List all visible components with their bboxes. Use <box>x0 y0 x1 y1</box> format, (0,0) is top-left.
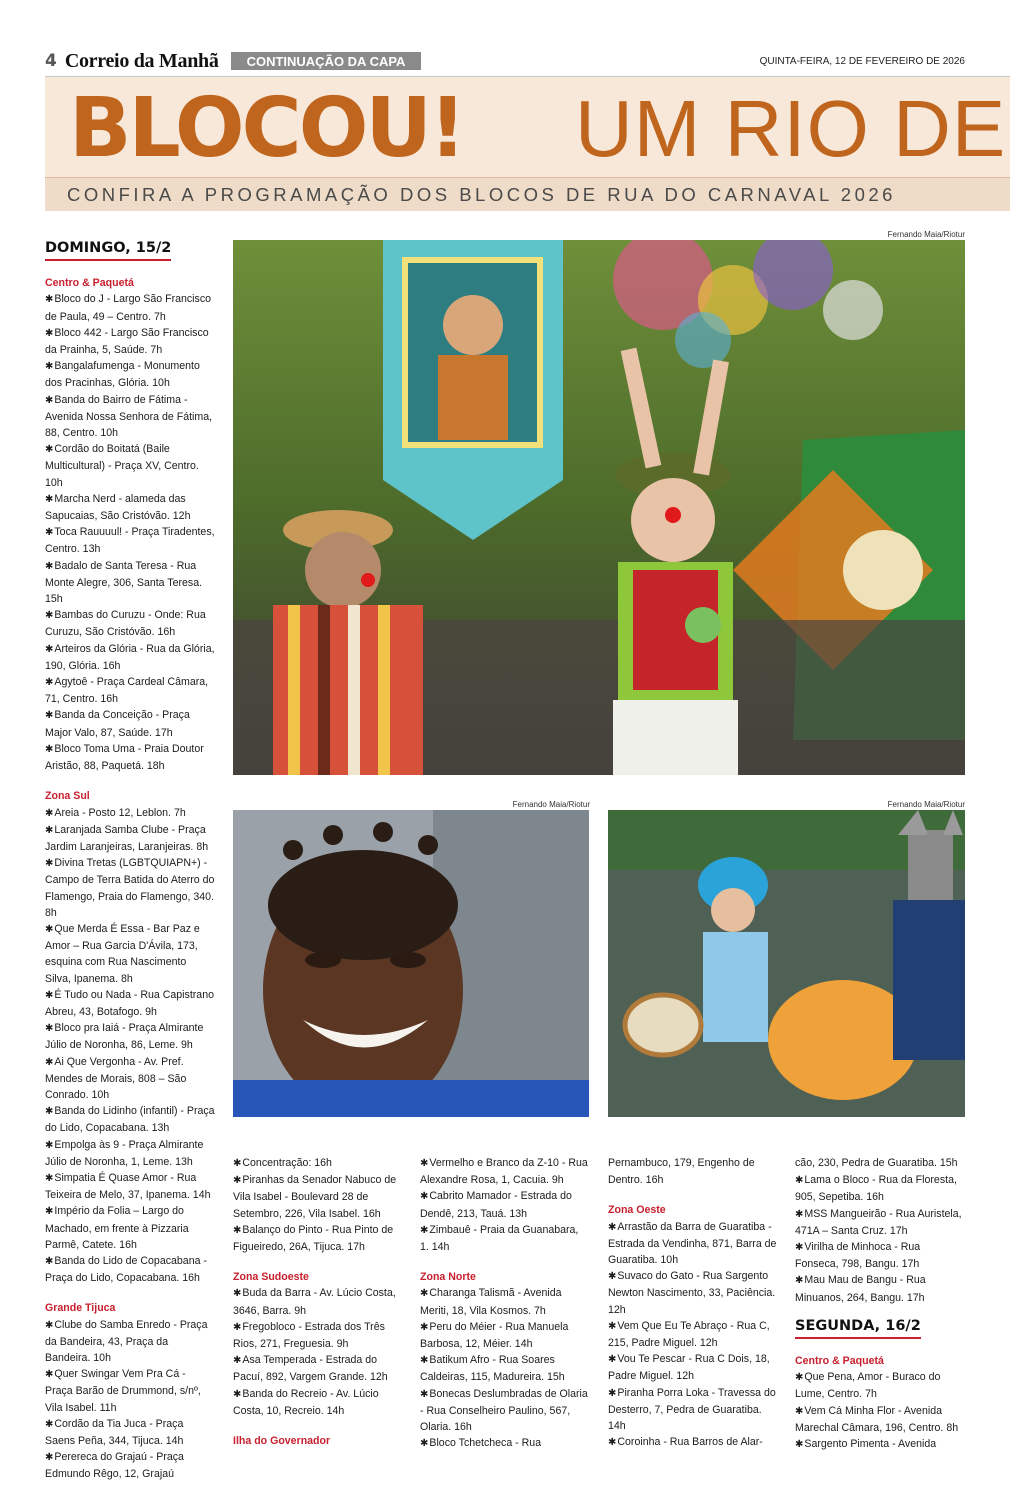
list-item: ✱ Vem Cá Minha Flor - Avenida Marechal Câmara, 196, Centro. 8h <box>795 1403 965 1436</box>
list-item: ✱ É Tudo ou Nada - Rua Capistrano Abreu, 43, Botafogo. 9h <box>45 987 215 1020</box>
headline-light: UM RIO DE <box>575 84 1007 173</box>
list-item: ✱ Arteiros da Glória - Rua da Glória, 190, Glória. 16h <box>45 641 215 674</box>
day-heading-sunday: DOMINGO, 15/2 <box>45 240 171 261</box>
main-photo-illustration <box>233 240 965 775</box>
main-photo-credit: Fernando Maia/Riotur <box>887 230 965 239</box>
column-sunday-4 <box>608 1155 778 1451</box>
list-item: ✱ Bloco do J - Largo São Francisco de Paula, 49 – Centro. 7h <box>45 291 215 324</box>
list-item: ✱ Fregobloco - Estrada dos Três Rios, 271, Freguesia. 9h <box>233 1319 403 1352</box>
list-item: ✱ Banda do Lidinho (infantil) - Praça do Lido, Copacabana. 13h <box>45 1103 215 1136</box>
zone-heading: Centro & Paquetá <box>45 277 134 290</box>
list-item: ✱ Bonecas Deslumbradas de Olaria - Rua Conselheiro Paulino, 567, Olaria. 16h <box>420 1386 590 1436</box>
list-item: ✱ Marcha Nerd - alameda das Sapucaias, São Cristóvão. 12h <box>45 491 215 524</box>
list-item: ✱ Divina Tretas (LGBTQUIAPN+) - Campo de Terra Batida do Aterro do Flamengo, Praia do Flamengo, 340. 8h <box>45 855 215 921</box>
list-item: ✱ Bambas do Curuzu - Onde: Rua Curuzu, São Cristóvão. 16h <box>45 607 215 640</box>
list-item: ✱ Agytoê - Praça Cardeal Câmara, 71, Centro. 16h <box>45 674 215 707</box>
list-item: ✱ Império da Folia – Largo do Machado, em frente à Pizzaria Parmê, Catete. 16h <box>45 1203 215 1253</box>
zone-heading: Ilha do Governador <box>233 1435 331 1448</box>
list-item: ✱ Cordão do Boitatá (Baile Multicultural) - Praça XV, Centro. 10h <box>45 441 215 491</box>
subtitle-band <box>45 177 1010 211</box>
headline-band <box>45 77 1010 177</box>
zone-heading: Zona Sudoeste <box>233 1271 309 1284</box>
zone-heading: Zona Norte <box>420 1271 476 1284</box>
list-item-continuation: Pernambuco, 179, Engenho de Dentro. 16h <box>608 1157 755 1187</box>
list-item: ✱ Que Pena, Amor - Buraco do Lume, Centro. 7h <box>795 1369 965 1402</box>
zone-list <box>45 805 215 1287</box>
list-item: ✱ Banda do Bairro de Fátima - Avenida Nossa Senhora de Fátima, 88, Centro. 10h <box>45 392 215 442</box>
column-sunday-monday <box>795 1155 965 1453</box>
day-heading-monday: SEGUNDA, 16/2 <box>795 1318 921 1339</box>
photo-smiling-reveler <box>233 810 589 1117</box>
column-sunday-2 <box>233 1155 403 1449</box>
list-item: ✱ Suvaco do Gato - Rua Sargento Newton Nascimento, 33, Paciência. 12h <box>608 1268 778 1318</box>
main-photo-clowns <box>233 240 965 775</box>
zone-heading: Grande Tijuca <box>45 1302 116 1315</box>
list-item: ✱ Lama o Bloco - Rua da Floresta, 905, Sepetiba. 16h <box>795 1172 965 1205</box>
list-item: ✱ Cordão da Tia Juca - Praça Saens Peña, 344, Tijuca. 14h <box>45 1416 215 1449</box>
list-item: ✱ Areia - Posto 12, Leblon. 7h <box>45 805 215 822</box>
left-photo-credit: Fernando Maia/Riotur <box>512 800 590 809</box>
column-sunday-1 <box>45 240 215 1483</box>
list-item: ✱ Concentração: 16h <box>233 1155 403 1172</box>
list-item: ✱ Empolga às 9 - Praça Almirante Júlio de Noronha, 1, Leme. 13h <box>45 1137 215 1170</box>
list-item: ✱ Vem Que Eu Te Abraço - Rua C, 215, Padre Miguel. 12h <box>608 1318 778 1351</box>
zone-list <box>45 1317 215 1483</box>
list-item: ✱ Balanço do Pinto - Rua Pinto de Figueiredo, 26A, Tijuca. 17h <box>233 1222 403 1255</box>
list-item: ✱ Peru do Méier - Rua Manuela Barbosa, 12, Méier. 14h <box>420 1319 590 1352</box>
list-item: ✱ Ai Que Vergonha - Av. Pref. Mendes de Morais, 808 – São Conrado. 10h <box>45 1054 215 1104</box>
page-header <box>45 50 965 72</box>
page-number: 4 <box>45 51 57 71</box>
list-item: ✱ Bloco 442 - Largo São Francisco da Prainha, 5, Saúde. 7h <box>45 325 215 358</box>
list-item: ✱ Vermelho e Branco da Z-10 - Rua Alexandre Rosa, 1, Cacuia. 9h <box>420 1155 590 1188</box>
list-item: ✱ Simpatia É Quase Amor - Rua Teixeira de Melo, 37, Ipanema. 14h <box>45 1170 215 1203</box>
list-item: ✱ Asa Temperada - Estrada do Pacuí, 892, Vargem Grande. 12h <box>233 1352 403 1385</box>
list-item: ✱ Piranhas da Senador Nabuco de Vila Isabel - Boulevard 28 de Setembro, 226, Vila Isabel. 16h <box>233 1172 403 1222</box>
smiling-reveler-illustration <box>233 810 589 1117</box>
list-item: ✱ Toca Rauuuul! - Praça Tiradentes, Centro. 13h <box>45 524 215 557</box>
newspaper-logo: Correio da Manhã <box>64 49 219 72</box>
list-item: ✱ Coroinha - Rua Barros de Alar- <box>608 1434 778 1451</box>
photo-tambourine-revelers <box>608 810 965 1117</box>
list-item: ✱ Laranjada Samba Clube - Praça Jardim Laranjeiras, Laranjeiras. 8h <box>45 822 215 855</box>
section-tag: CONTINUAÇÃO DA CAPA <box>231 52 422 70</box>
zone-heading: Zona Sul <box>45 790 90 803</box>
list-item: ✱ Piranha Porra Loka - Travessa do Desterro, 7, Pedra de Guaratiba. 14h <box>608 1385 778 1435</box>
list-item: ✱ Badalo de Santa Teresa - Rua Monte Alegre, 306, Santa Teresa. 15h <box>45 558 215 608</box>
zone-heading: Zona Oeste <box>608 1204 666 1217</box>
list-item-continuation: cão, 230, Pedra de Guaratiba. 15h <box>795 1157 958 1169</box>
list-item: ✱ Banda da Conceição - Praça Major Valo, 87, Saúde. 17h <box>45 707 215 740</box>
list-item: ✱ Arrastão da Barra de Guaratiba - Estrada da Vendinha, 871, Barra de Guaratiba. 10h <box>608 1219 778 1269</box>
issue-date: QUINTA-FEIRA, 12 DE FEVEREIRO DE 2026 <box>759 55 965 67</box>
list-item: ✱ Bloco Tchetcheca - Rua <box>420 1435 590 1452</box>
list-item: ✱ Cabrito Mamador - Estrada do Dendê, 213, Tauá. 13h <box>420 1188 590 1221</box>
list-item: ✱ MSS Mangueirão - Rua Auristela, 471A – Santa Cruz. 17h <box>795 1206 965 1239</box>
list-item: ✱ Bangalafumenga - Monumento dos Pracinhas, Glória. 10h <box>45 358 215 391</box>
column-sunday-3 <box>420 1155 590 1452</box>
list-item: ✱ Buda da Barra - Av. Lúcio Costa, 3646, Barra. 9h <box>233 1285 403 1318</box>
headline-subtitle: CONFIRA A PROGRAMAÇÃO DOS BLOCOS DE RUA DO CARNAVAL 2026 <box>67 184 896 205</box>
headline-bold: BLOCOU! <box>69 81 464 176</box>
list-item: ✱ Sargento Pimenta - Avenida <box>795 1436 965 1453</box>
list-item: ✱ Clube do Samba Enredo - Praça da Bandeira, 43, Praça da Bandeira. 10h <box>45 1317 215 1367</box>
list-item: ✱ Banda do Lido de Copacabana - Praça do Lido, Copacabana. 16h <box>45 1253 215 1286</box>
list-item: ✱ Vou Te Pescar - Rua C Dois, 18, Padre Miguel. 12h <box>608 1351 778 1384</box>
list-item: ✱ Banda do Recreio - Av. Lúcio Costa, 10, Recreio. 14h <box>233 1386 403 1419</box>
list-item: ✱ Virilha de Minhoca - Rua Fonseca, 798, Bangu. 17h <box>795 1239 965 1272</box>
list-item: ✱ Quer Swingar Vem Pra Cá - Praça Barão de Drummond, s/nº, Vila Isabel. 11h <box>45 1366 215 1416</box>
list-item: ✱ Bloco pra Iaiá - Praça Almirante Júlio de Noronha, 86, Leme. 9h <box>45 1020 215 1053</box>
list-item: ✱ Zimbauê - Praia da Guanabara, 1. 14h <box>420 1222 590 1255</box>
list-item: ✱ Que Merda É Essa - Bar Paz e Amor – Rua Garcia D'Ávila, 173, esquina com Rua Nascimento Silva, Ipanema. 8h <box>45 921 215 987</box>
list-item: ✱ Mau Mau de Bangu - Rua Minuanos, 264, Bangu. 17h <box>795 1272 965 1305</box>
zone-list <box>45 291 215 774</box>
list-item: ✱ Perereca do Grajaú - Praça Edmundo Rêgo, 12, Grajaú <box>45 1449 215 1482</box>
tambourine-revelers-illustration <box>608 810 965 1117</box>
list-item: ✱ Charanga Talismã - Avenida Meriti, 18, Vila Kosmos. 7h <box>420 1285 590 1318</box>
list-item: ✱ Batikum Afro - Rua Soares Caldeiras, 115, Madureira. 15h <box>420 1352 590 1385</box>
right-photo-credit: Fernando Maia/Riotur <box>887 800 965 809</box>
zone-heading: Centro & Paquetá <box>795 1355 884 1368</box>
list-item: ✱ Bloco Toma Uma - Praia Doutor Aristão, 88, Paquetá. 18h <box>45 741 215 774</box>
